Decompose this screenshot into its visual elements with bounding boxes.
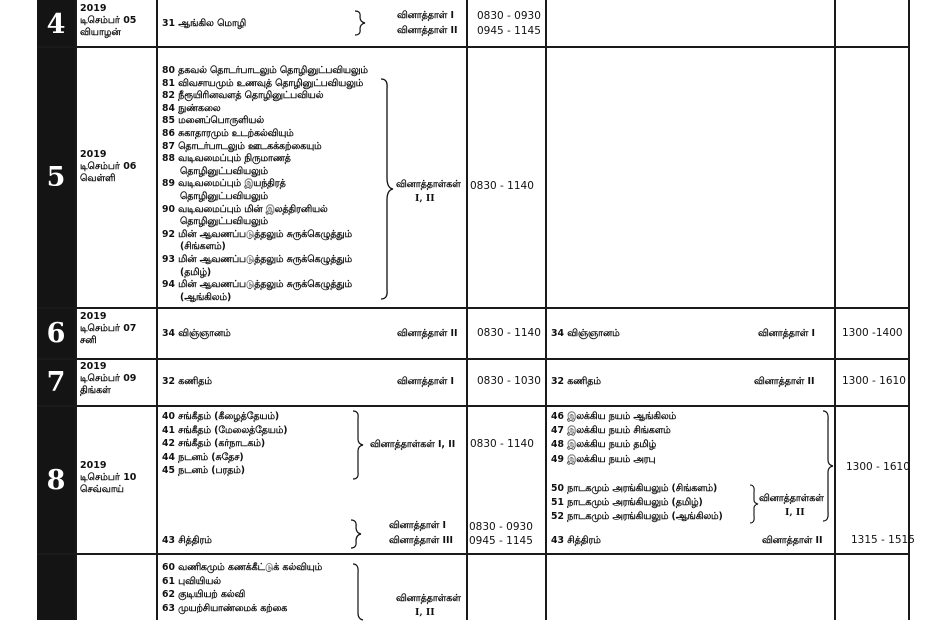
row-5-papers: வினாத்தாள்கள் (396, 179, 461, 190)
row-8-drawing-afternoon: 43 சித்திரம் (551, 535, 601, 546)
row-9-papers: வினாத்தாள்கள் (396, 593, 461, 604)
row-7-time-afternoon: 1300 - 1610 (842, 375, 906, 387)
row-8-drawing-afternoon-time: 1315 - 1515 (851, 534, 915, 546)
row-5-time: 0830 - 1140 (470, 180, 534, 192)
row-6-subject: 34 விஞ்ஞானம் (162, 328, 231, 339)
row-7-date: 2019 டிசெம்பர் 09 திங்கள் (80, 361, 137, 396)
row-9-subject-list: 60 வணிகமும் கணக்கீட்டுக் கல்வியும் 61 புவியியல் 62 குடியியற் கல்வி 63 முயற்சியாண்மைக் கற்கை (162, 562, 323, 614)
row-7-paper-afternoon: வினாத்தாள் II (754, 376, 815, 387)
row-8-literature-list: 46 இலக்கிய நயம் ஆங்கிலம் 47 இலக்கிய நயம் சிங்களம் 48 இலக்கிய நயம் தமிழ் 49 இலக்கிய நயம் அரபு (551, 411, 677, 465)
row-8-time: 0830 - 1140 (470, 438, 534, 450)
row-8-brace-drawing (350, 519, 362, 549)
row-8-subject-drawing: 43 சித்திரம் (162, 535, 212, 546)
row-4-subject: 31 ஆங்கில மொழி (162, 18, 247, 29)
row-4-paper-2: வினாத்தாள் II (397, 25, 458, 36)
row-7-number: 7 (46, 367, 66, 398)
row-8-subject-list: 40 சங்கீதம் (கீழைத்தேயம்) 41 சங்கீதம் (மேலைத்தேயம்) 42 சங்கீதம் (கர்நாடகம்) 44 நடனம் (சுதேச) 45 நடனம் (பரதம்) (162, 411, 288, 477)
row-9-brace (352, 563, 364, 623)
row-9-papers-num: I, II (415, 607, 435, 618)
row-7-subject-afternoon: 32 கணிதம் (551, 376, 601, 387)
row-4-number: 4 (46, 9, 66, 40)
row-5-number: 5 (46, 162, 66, 193)
row-8-number: 8 (46, 465, 66, 496)
row-6-subject-afternoon: 34 விஞ்ஞானம் (551, 328, 620, 339)
row-8-afternoon-brace (822, 410, 834, 522)
row-8-drawing-afternoon-paper: வினாத்தாள் II (762, 535, 823, 546)
row-8-drama-brace (749, 484, 759, 524)
row-4-time-2: 0945 - 1145 (477, 25, 541, 37)
row-8-drawing-paper-1: வினாத்தாள் I (389, 520, 446, 531)
row-5-papers-num: I, II (415, 193, 435, 204)
row-8-time-afternoon: 1300 - 1610 (846, 461, 910, 473)
row-8-papers: வினாத்தாள்கள் I, II (370, 439, 456, 450)
row-7-time: 0830 - 1030 (477, 375, 541, 387)
row-8-drama-papers: வினாத்தாள்கள் (759, 493, 824, 504)
row-7-paper: வினாத்தாள் I (397, 376, 454, 387)
row-8-drama-papers-num: I, II (785, 507, 805, 518)
row-6-number: 6 (46, 318, 66, 349)
row-6-date: 2019 டிசெம்பர் 07 சனி (80, 311, 137, 346)
row-4-time-1: 0830 - 0930 (477, 10, 541, 22)
row-5-date: 2019 டிசெம்பர் 06 வெள்ளி (80, 149, 137, 184)
row-6-time-afternoon: 1300 -1400 (842, 327, 903, 339)
row-6-paper-afternoon: வினாத்தாள் I (758, 328, 815, 339)
row-8-date: 2019 டிசெம்பர் 10 செவ்வாய் (80, 460, 137, 495)
row-4-brace (354, 10, 366, 36)
row-8-drawing-time-2: 0945 - 1145 (469, 535, 533, 547)
row-8-drawing-time-1: 0830 - 0930 (469, 521, 533, 533)
row-8-brace (352, 410, 364, 480)
row-5-brace (380, 78, 394, 300)
row-4-date: 2019 டிசெம்பர் 05 வியாழன் (80, 3, 137, 38)
row-6-time: 0830 - 1140 (477, 327, 541, 339)
row-6-paper: வினாத்தாள் II (397, 328, 458, 339)
row-8-drawing-paper-2: வினாத்தாள் III (389, 535, 453, 546)
row-8-drama-list: 50 நாடகமும் அரங்கியலும் (சிங்களம்) 51 நாடகமும் அரங்கியலும் (தமிழ்) 52 நாடகமும் அரங்கியலும் (ஆங்கிலம்) (551, 483, 723, 523)
row-4-paper-1: வினாத்தாள் I (397, 10, 454, 21)
row-5-subject-list: 80 தகவல் தொடர்பாடலும் தொழினுட்பவியலும் 81 விவசாயமும் உணவுத் தொழினுட்பவியலும் 82 நீரூயிரினவளத் தொழினுட்பவியல் 84 நுண்கலை 85 மனைப்பொருளியல் 86 சுகாதாரமும் உடற்கல்வியும் 87 தொடர்பாடலும் ஊடகக்கற்கையும் 88 வடிவமைப்பும் நிருமாணத் தொழினுட்பவியலும் 89 வடிவமைப்பும் இயந்திரத் தொழினுட்பவியலும் 90 வடிவமைப்பும் மின் இலத்திரனியல் தொழினுட்பவியலும் 92 மின் ஆவணப்படுத்தலும் சுருக்கெழுத்தும் (சிங்களம்) 93 மின் ஆவணப்படுத்தலும் சுருக்கெழுத்தும் (தமிழ்) 94 மின் ஆவணப்படுத்தலும் சுருக்கெழுத்தும் (ஆங்கிலம்) (162, 65, 368, 303)
row-7-subject: 32 கணிதம் (162, 376, 212, 387)
row-9-number-cell (37, 555, 75, 620)
